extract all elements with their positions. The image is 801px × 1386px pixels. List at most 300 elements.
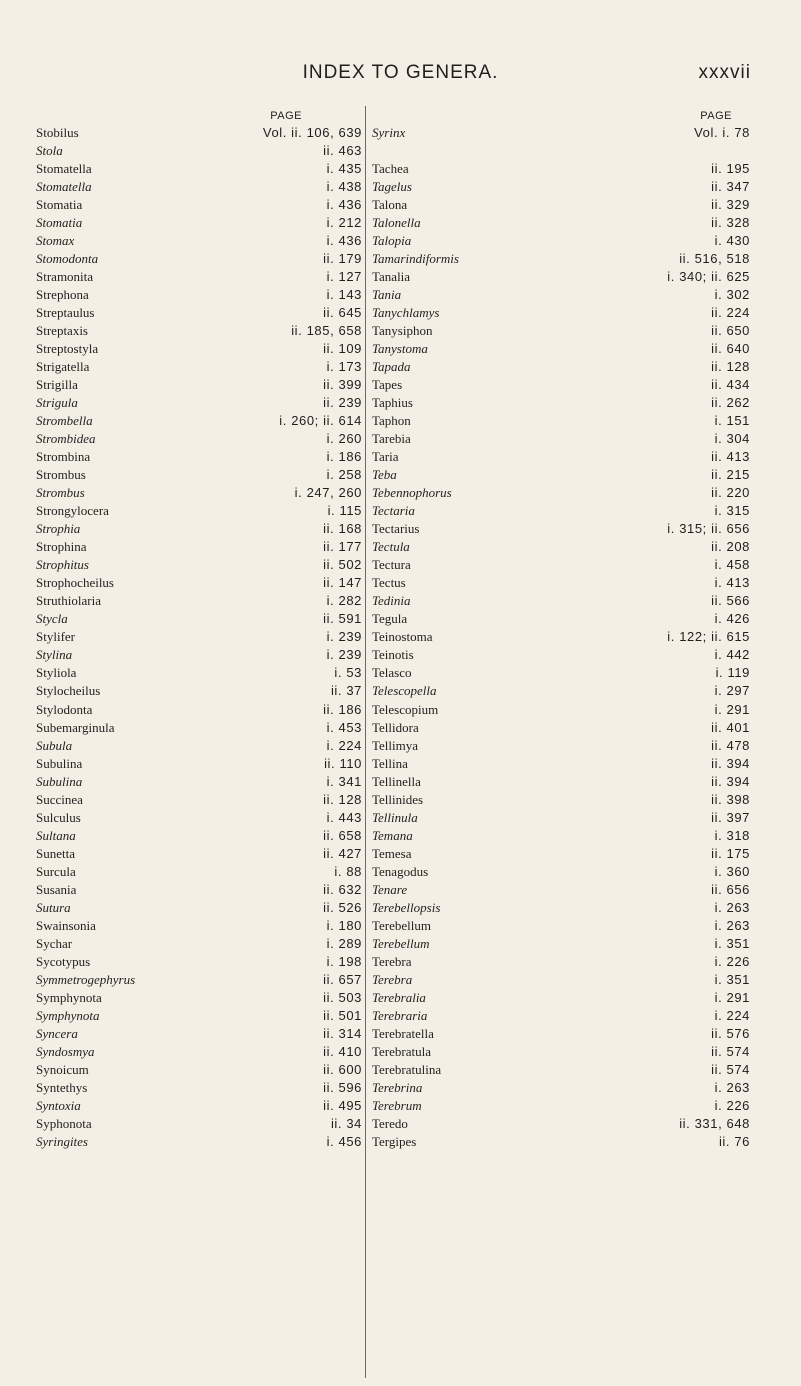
index-entry xyxy=(372,430,750,448)
index-entry xyxy=(372,646,750,664)
volume-page-reference: ii. 600 xyxy=(323,1061,362,1077)
genus-name: Terebratulina xyxy=(372,1061,442,1077)
index-entry xyxy=(372,484,750,502)
index-entry xyxy=(36,322,362,340)
volume-page-reference: i. 258 xyxy=(326,467,362,483)
genus-name: Telescopium xyxy=(372,701,439,717)
index-entry xyxy=(372,737,750,755)
index-entry xyxy=(372,538,750,556)
volume-page-reference: ii. 434 xyxy=(711,377,750,393)
genus-name: Strongylocera xyxy=(36,503,109,519)
volume-page-reference: ii. 177 xyxy=(323,539,362,555)
volume-page-reference: i. 291 xyxy=(714,701,750,717)
index-entry xyxy=(36,196,362,214)
index-entry xyxy=(36,592,362,610)
volume-page-reference: ii. 76 xyxy=(718,1133,750,1149)
genus-name: Streptaulus xyxy=(36,305,95,321)
volume-page-reference: i. 315; ii. 656 xyxy=(667,521,750,537)
volume-page-reference: ii. 658 xyxy=(323,827,362,843)
volume-page-reference: i. 224 xyxy=(326,737,362,753)
volume-page-reference: i. 263 xyxy=(714,917,750,933)
volume-page-reference: ii. 398 xyxy=(711,791,750,807)
genus-name: Tenare xyxy=(372,881,408,897)
index-entry xyxy=(36,268,362,286)
genus-name: Tamarindiformis xyxy=(372,251,459,267)
index-entry xyxy=(372,1079,750,1097)
volume-page-reference: ii. 147 xyxy=(323,575,362,591)
genus-name: Tanalia xyxy=(372,269,411,285)
volume-page-reference: i. 198 xyxy=(326,953,362,969)
index-entry xyxy=(372,232,750,250)
volume-page-reference: Vol. ii. 106, 639 xyxy=(262,125,362,140)
genus-name: Tergipes xyxy=(372,1133,417,1149)
index-entry xyxy=(372,322,750,340)
volume-page-reference: i. 304 xyxy=(714,431,750,447)
volume-page-reference: i. 127 xyxy=(326,269,362,285)
index-entry xyxy=(372,286,750,304)
volume-page-reference: ii. 413 xyxy=(711,449,750,465)
genus-name: Synoicum xyxy=(36,1061,89,1077)
volume-page-reference: i. 426 xyxy=(714,611,750,627)
volume-page-reference: i. 315 xyxy=(714,503,750,519)
genus-name: Terebraria xyxy=(372,1007,428,1023)
volume-page-reference: ii. 109 xyxy=(323,341,362,357)
volume-page-reference: ii. 208 xyxy=(711,539,750,555)
index-entry xyxy=(36,394,362,412)
genus-name: Tectaria xyxy=(372,503,415,519)
volume-page-reference: i. 351 xyxy=(714,935,750,951)
volume-page-reference: i. 226 xyxy=(714,1097,750,1113)
volume-page-reference: ii. 503 xyxy=(323,989,362,1005)
genus-name: Stylocheilus xyxy=(36,683,101,699)
index-entry xyxy=(372,863,750,881)
volume-page-reference: ii. 516, 518 xyxy=(679,251,750,267)
volume-page-reference: ii. 37 xyxy=(330,683,362,699)
index-entry xyxy=(372,917,750,935)
volume-page-reference: i. 173 xyxy=(326,359,362,375)
volume-page-reference: i. 239 xyxy=(326,629,362,645)
index-entry xyxy=(36,773,362,791)
volume-page-reference: i. 438 xyxy=(326,179,362,195)
genus-name: Subemarginula xyxy=(36,719,115,735)
index-entry xyxy=(36,430,362,448)
genus-name: Tapes xyxy=(372,377,403,393)
volume-page-reference: ii. 657 xyxy=(323,971,362,987)
index-entry xyxy=(372,935,750,953)
volume-page-reference: i. 224 xyxy=(714,1007,750,1023)
volume-page-reference: i. 186 xyxy=(326,449,362,465)
page-column-label: PAGE xyxy=(700,110,732,122)
genus-name: Terebellopsis xyxy=(372,899,441,915)
genus-name: Syrinx xyxy=(372,125,406,140)
volume-page-reference: i. 282 xyxy=(326,593,362,609)
index-entry xyxy=(36,827,362,845)
index-entry xyxy=(36,214,362,232)
genus-name: Strombus xyxy=(36,485,85,501)
genus-name: Streptostyla xyxy=(36,341,99,357)
index-entry xyxy=(372,701,750,719)
index-entry xyxy=(36,466,362,484)
genus-name: Tectura xyxy=(372,557,411,573)
index-entry xyxy=(372,304,750,322)
genus-name: Tapada xyxy=(372,359,411,375)
genus-name: Taphon xyxy=(372,413,411,429)
volume-page-reference: ii. 314 xyxy=(323,1025,362,1041)
volume-page-reference: ii. 331, 648 xyxy=(679,1115,750,1131)
genus-name: Temesa xyxy=(372,845,412,861)
volume-page-reference: i. 212 xyxy=(326,215,362,231)
column-divider xyxy=(365,106,366,1378)
volume-page-reference: ii. 632 xyxy=(323,881,362,897)
volume-page-reference: ii. 566 xyxy=(711,593,750,609)
genus-name: Terebralia xyxy=(372,989,426,1005)
page-column-label: PAGE xyxy=(270,110,302,122)
volume-page-reference: ii. 224 xyxy=(711,305,750,321)
volume-page-reference: ii. 179 xyxy=(323,251,362,267)
index-entry xyxy=(372,1025,750,1043)
genus-name: Tanysiphon xyxy=(372,323,433,339)
volume-page-reference: ii. 394 xyxy=(711,755,750,771)
genus-name: Tanystoma xyxy=(372,341,428,357)
volume-page-reference: i. 226 xyxy=(714,953,750,969)
genus-name: Struthiolaria xyxy=(36,593,101,609)
index-entry xyxy=(36,989,362,1007)
genus-name: Strophia xyxy=(36,521,81,537)
volume-page-reference: i. 291 xyxy=(714,989,750,1005)
page-number: xxxvii xyxy=(698,62,751,83)
volume-page-reference: i. 263 xyxy=(714,899,750,915)
index-entry xyxy=(372,1097,750,1115)
genus-name: Strombus xyxy=(36,467,86,483)
genus-name: Tellinides xyxy=(372,791,424,807)
volume-page-reference: ii. 128 xyxy=(711,359,750,375)
index-entry xyxy=(36,664,362,682)
genus-name: Terebratella xyxy=(372,1025,434,1041)
index-entry xyxy=(36,953,362,971)
index-entry xyxy=(36,935,362,953)
genus-name: Symphynota xyxy=(36,1007,100,1023)
volume-page-reference: i. 443 xyxy=(326,809,362,825)
index-entry xyxy=(36,863,362,881)
genus-name: Stomax xyxy=(36,233,75,249)
index-entry xyxy=(36,1025,362,1043)
index-entry xyxy=(372,1115,750,1133)
volume-page-reference: ii. 576 xyxy=(711,1025,750,1041)
genus-name: Stomodonta xyxy=(36,251,99,267)
volume-page-reference: ii. 463 xyxy=(323,143,362,159)
index-entry xyxy=(372,881,750,899)
index-entry xyxy=(372,989,750,1007)
index-entry xyxy=(372,394,750,412)
genus-name: Stomatella xyxy=(36,161,92,177)
index-entry xyxy=(36,755,362,773)
index-entry xyxy=(36,574,362,592)
index-entry xyxy=(372,358,750,376)
index-entry xyxy=(372,827,750,845)
genus-name: Tectula xyxy=(372,539,410,555)
genus-name: Tachea xyxy=(372,161,409,177)
volume-page-reference: ii. 645 xyxy=(323,305,362,321)
volume-page-reference: Vol. i. 78 xyxy=(694,125,750,140)
volume-page-reference: ii. 185, 658 xyxy=(291,323,362,339)
index-entry xyxy=(36,719,362,737)
volume-page-reference: ii. 220 xyxy=(711,485,750,501)
index-entry xyxy=(372,1061,750,1079)
index-entry xyxy=(36,1115,362,1133)
genus-name: Stobilus xyxy=(36,125,79,140)
volume-page-reference: ii. 34 xyxy=(330,1115,362,1131)
index-entry xyxy=(36,412,362,430)
volume-page-reference: i. 297 xyxy=(714,683,750,699)
index-entry xyxy=(372,1133,750,1151)
genus-name: Strophitus xyxy=(36,557,89,573)
genus-name: Sychar xyxy=(36,935,73,951)
genus-name: Syndosmya xyxy=(36,1043,95,1059)
volume-page-reference: ii. 656 xyxy=(711,881,750,897)
index-entry xyxy=(372,466,750,484)
volume-page-reference: ii. 394 xyxy=(711,773,750,789)
index-column-left xyxy=(36,110,362,1151)
index-entry xyxy=(372,773,750,791)
genus-name: Syntethys xyxy=(36,1079,88,1095)
index-entry xyxy=(372,953,750,971)
volume-page-reference: i. 456 xyxy=(326,1133,362,1149)
volume-page-reference: ii. 128 xyxy=(323,791,362,807)
genus-name: Subulina xyxy=(36,755,83,771)
genus-name: Sycotypus xyxy=(36,953,91,969)
genus-name: Tania xyxy=(372,287,402,303)
index-entry xyxy=(372,214,750,232)
genus-name: Symmetrogephyrus xyxy=(36,971,136,987)
index-entry xyxy=(372,376,750,394)
volume-page-reference: i. 260; ii. 614 xyxy=(279,413,362,429)
volume-page-reference: ii. 596 xyxy=(323,1079,362,1095)
volume-page-reference: i. 289 xyxy=(326,935,362,951)
genus-name: Syntoxia xyxy=(36,1097,81,1113)
index-entry xyxy=(372,592,750,610)
genus-name: Terebra xyxy=(372,971,413,987)
index-entry xyxy=(372,448,750,466)
volume-page-reference: ii. 526 xyxy=(323,899,362,915)
genus-name: Sulculus xyxy=(36,809,81,825)
index-entry xyxy=(36,340,362,358)
index-entry xyxy=(36,232,362,250)
index-entry xyxy=(372,502,750,520)
volume-page-reference: i. 115 xyxy=(327,503,362,519)
index-entry xyxy=(36,628,362,646)
index-entry xyxy=(372,250,750,268)
genus-name: Succinea xyxy=(36,791,83,807)
volume-page-reference: i. 318 xyxy=(714,827,750,843)
index-entry xyxy=(36,178,362,196)
volume-page-reference: i. 247, 260 xyxy=(294,485,362,501)
genus-name: Tectus xyxy=(372,575,406,591)
genus-name: Stomatia xyxy=(36,215,83,231)
genus-name: Sultana xyxy=(36,827,76,843)
volume-page-reference: i. 263 xyxy=(714,1079,750,1095)
genus-name: Tarebia xyxy=(372,431,411,447)
genus-name: Susania xyxy=(36,881,77,897)
volume-page-reference: ii. 501 xyxy=(323,1007,362,1023)
index-entry xyxy=(372,628,750,646)
genus-name: Teinotis xyxy=(372,647,414,663)
page-title: INDEX TO GENERA. xyxy=(302,62,499,83)
index-entry xyxy=(372,791,750,809)
volume-page-reference: i. 436 xyxy=(326,233,362,249)
genus-name: Teba xyxy=(372,467,397,483)
genus-name: Streptaxis xyxy=(36,323,88,339)
genus-name: Strombidea xyxy=(36,431,96,447)
volume-page-reference: ii. 175 xyxy=(711,845,750,861)
volume-page-reference: i. 119 xyxy=(715,665,750,681)
index-entry xyxy=(36,845,362,863)
volume-page-reference: ii. 168 xyxy=(323,521,362,537)
index-entry xyxy=(36,160,362,178)
volume-page-reference: i. 180 xyxy=(326,917,362,933)
genus-name: Strophina xyxy=(36,539,87,555)
index-column-right xyxy=(372,110,750,1151)
genus-name: Talonella xyxy=(372,215,421,231)
genus-name: Temana xyxy=(372,827,413,843)
genus-name: Strigatella xyxy=(36,359,90,375)
index-entry xyxy=(36,701,362,719)
volume-page-reference: ii. 195 xyxy=(711,161,750,177)
genus-name: Talopia xyxy=(372,233,412,249)
index-entry xyxy=(36,682,362,700)
genus-name: Syncera xyxy=(36,1025,78,1041)
genus-name: Tenagodus xyxy=(372,863,429,879)
genus-name: Tedinia xyxy=(372,593,411,609)
genus-name: Terebrina xyxy=(372,1079,423,1095)
genus-name: Tebennophorus xyxy=(372,485,452,501)
genus-name: Teredo xyxy=(372,1115,408,1131)
volume-page-reference: i. 340; ii. 625 xyxy=(667,269,750,285)
genus-name: Tellimya xyxy=(372,737,419,753)
volume-page-reference: i. 458 xyxy=(714,557,750,573)
genus-name: Stycla xyxy=(36,611,68,627)
volume-page-reference: ii. 427 xyxy=(323,845,362,861)
index-entry xyxy=(36,538,362,556)
index-entry xyxy=(372,664,750,682)
index-entry xyxy=(36,520,362,538)
index-entry xyxy=(36,1061,362,1079)
index-entry xyxy=(36,124,362,142)
index-entry xyxy=(36,556,362,574)
volume-page-reference: ii. 502 xyxy=(323,557,362,573)
genus-name: Teinostoma xyxy=(372,629,433,645)
index-entry xyxy=(36,791,362,809)
genus-name: Syphonota xyxy=(36,1115,92,1131)
index-entry xyxy=(36,610,362,628)
genus-name: Talona xyxy=(372,197,408,213)
volume-page-reference: ii. 397 xyxy=(711,809,750,825)
genus-name: Stomatia xyxy=(36,197,83,213)
volume-page-reference: i. 430 xyxy=(714,233,750,249)
index-entry xyxy=(372,845,750,863)
volume-page-reference: ii. 650 xyxy=(711,323,750,339)
index-entry xyxy=(372,268,750,286)
genus-name: Stomatella xyxy=(36,179,92,195)
genus-name: Styliola xyxy=(36,665,77,681)
volume-page-reference: i. 453 xyxy=(326,719,362,735)
index-entry xyxy=(372,610,750,628)
volume-page-reference: ii. 401 xyxy=(711,719,750,735)
volume-page-reference: ii. 110 xyxy=(324,755,362,771)
genus-name: Strigula xyxy=(36,395,78,411)
volume-page-reference: ii. 640 xyxy=(711,341,750,357)
genus-name: Symphynota xyxy=(36,989,102,1005)
volume-page-reference: ii. 591 xyxy=(323,611,362,627)
index-entry xyxy=(372,899,750,917)
index-entry xyxy=(372,574,750,592)
index-entry xyxy=(36,358,362,376)
index-entry xyxy=(372,1043,750,1061)
volume-page-reference: i. 436 xyxy=(326,197,362,213)
genus-name: Strombina xyxy=(36,449,91,465)
volume-page-reference: ii. 239 xyxy=(323,395,362,411)
genus-name: Terebellum xyxy=(372,917,432,933)
index-entry xyxy=(372,1007,750,1025)
volume-page-reference: ii. 399 xyxy=(323,377,362,393)
genus-name: Tectarius xyxy=(372,521,420,537)
index-entry xyxy=(36,809,362,827)
index-entry xyxy=(36,881,362,899)
genus-name: Tellidora xyxy=(372,719,419,735)
genus-name: Terebrum xyxy=(372,1097,422,1113)
index-entry xyxy=(36,502,362,520)
genus-name: Syringites xyxy=(36,1133,88,1149)
genus-name: Taphius xyxy=(372,395,413,411)
genus-name: Tagelus xyxy=(372,179,412,195)
volume-page-reference: i. 351 xyxy=(714,971,750,987)
index-entry xyxy=(36,250,362,268)
index-entry xyxy=(372,142,750,160)
volume-page-reference: ii. 328 xyxy=(711,215,750,231)
volume-page-reference: ii. 478 xyxy=(711,737,750,753)
genus-name: Taria xyxy=(372,449,399,465)
index-entry xyxy=(36,142,362,160)
index-entry xyxy=(36,448,362,466)
genus-name: Stramonita xyxy=(36,269,94,285)
index-entry xyxy=(36,646,362,664)
index-entry xyxy=(372,160,750,178)
index-entry xyxy=(36,376,362,394)
index-entry xyxy=(372,340,750,358)
index-entry xyxy=(372,196,750,214)
volume-page-reference: i. 360 xyxy=(714,863,750,879)
index-entry xyxy=(36,1079,362,1097)
volume-page-reference: i. 435 xyxy=(326,161,362,177)
volume-page-reference: i. 143 xyxy=(326,287,362,303)
volume-page-reference: i. 88 xyxy=(334,863,362,879)
index-entry xyxy=(372,719,750,737)
volume-page-reference: ii. 262 xyxy=(711,395,750,411)
volume-page-reference: ii. 186 xyxy=(323,701,362,717)
index-entry xyxy=(372,682,750,700)
volume-page-reference: i. 341 xyxy=(326,773,362,789)
page-header xyxy=(0,62,801,92)
volume-page-reference: i. 53 xyxy=(334,665,362,681)
genus-name: Swainsonia xyxy=(36,917,96,933)
index-entry xyxy=(372,412,750,430)
genus-name: Tellina xyxy=(372,755,408,771)
index-entry xyxy=(36,304,362,322)
genus-name: Subulina xyxy=(36,773,83,789)
volume-page-reference: i. 302 xyxy=(714,287,750,303)
volume-page-reference: i. 442 xyxy=(714,647,750,663)
index-entry xyxy=(36,971,362,989)
index-entry xyxy=(36,917,362,935)
